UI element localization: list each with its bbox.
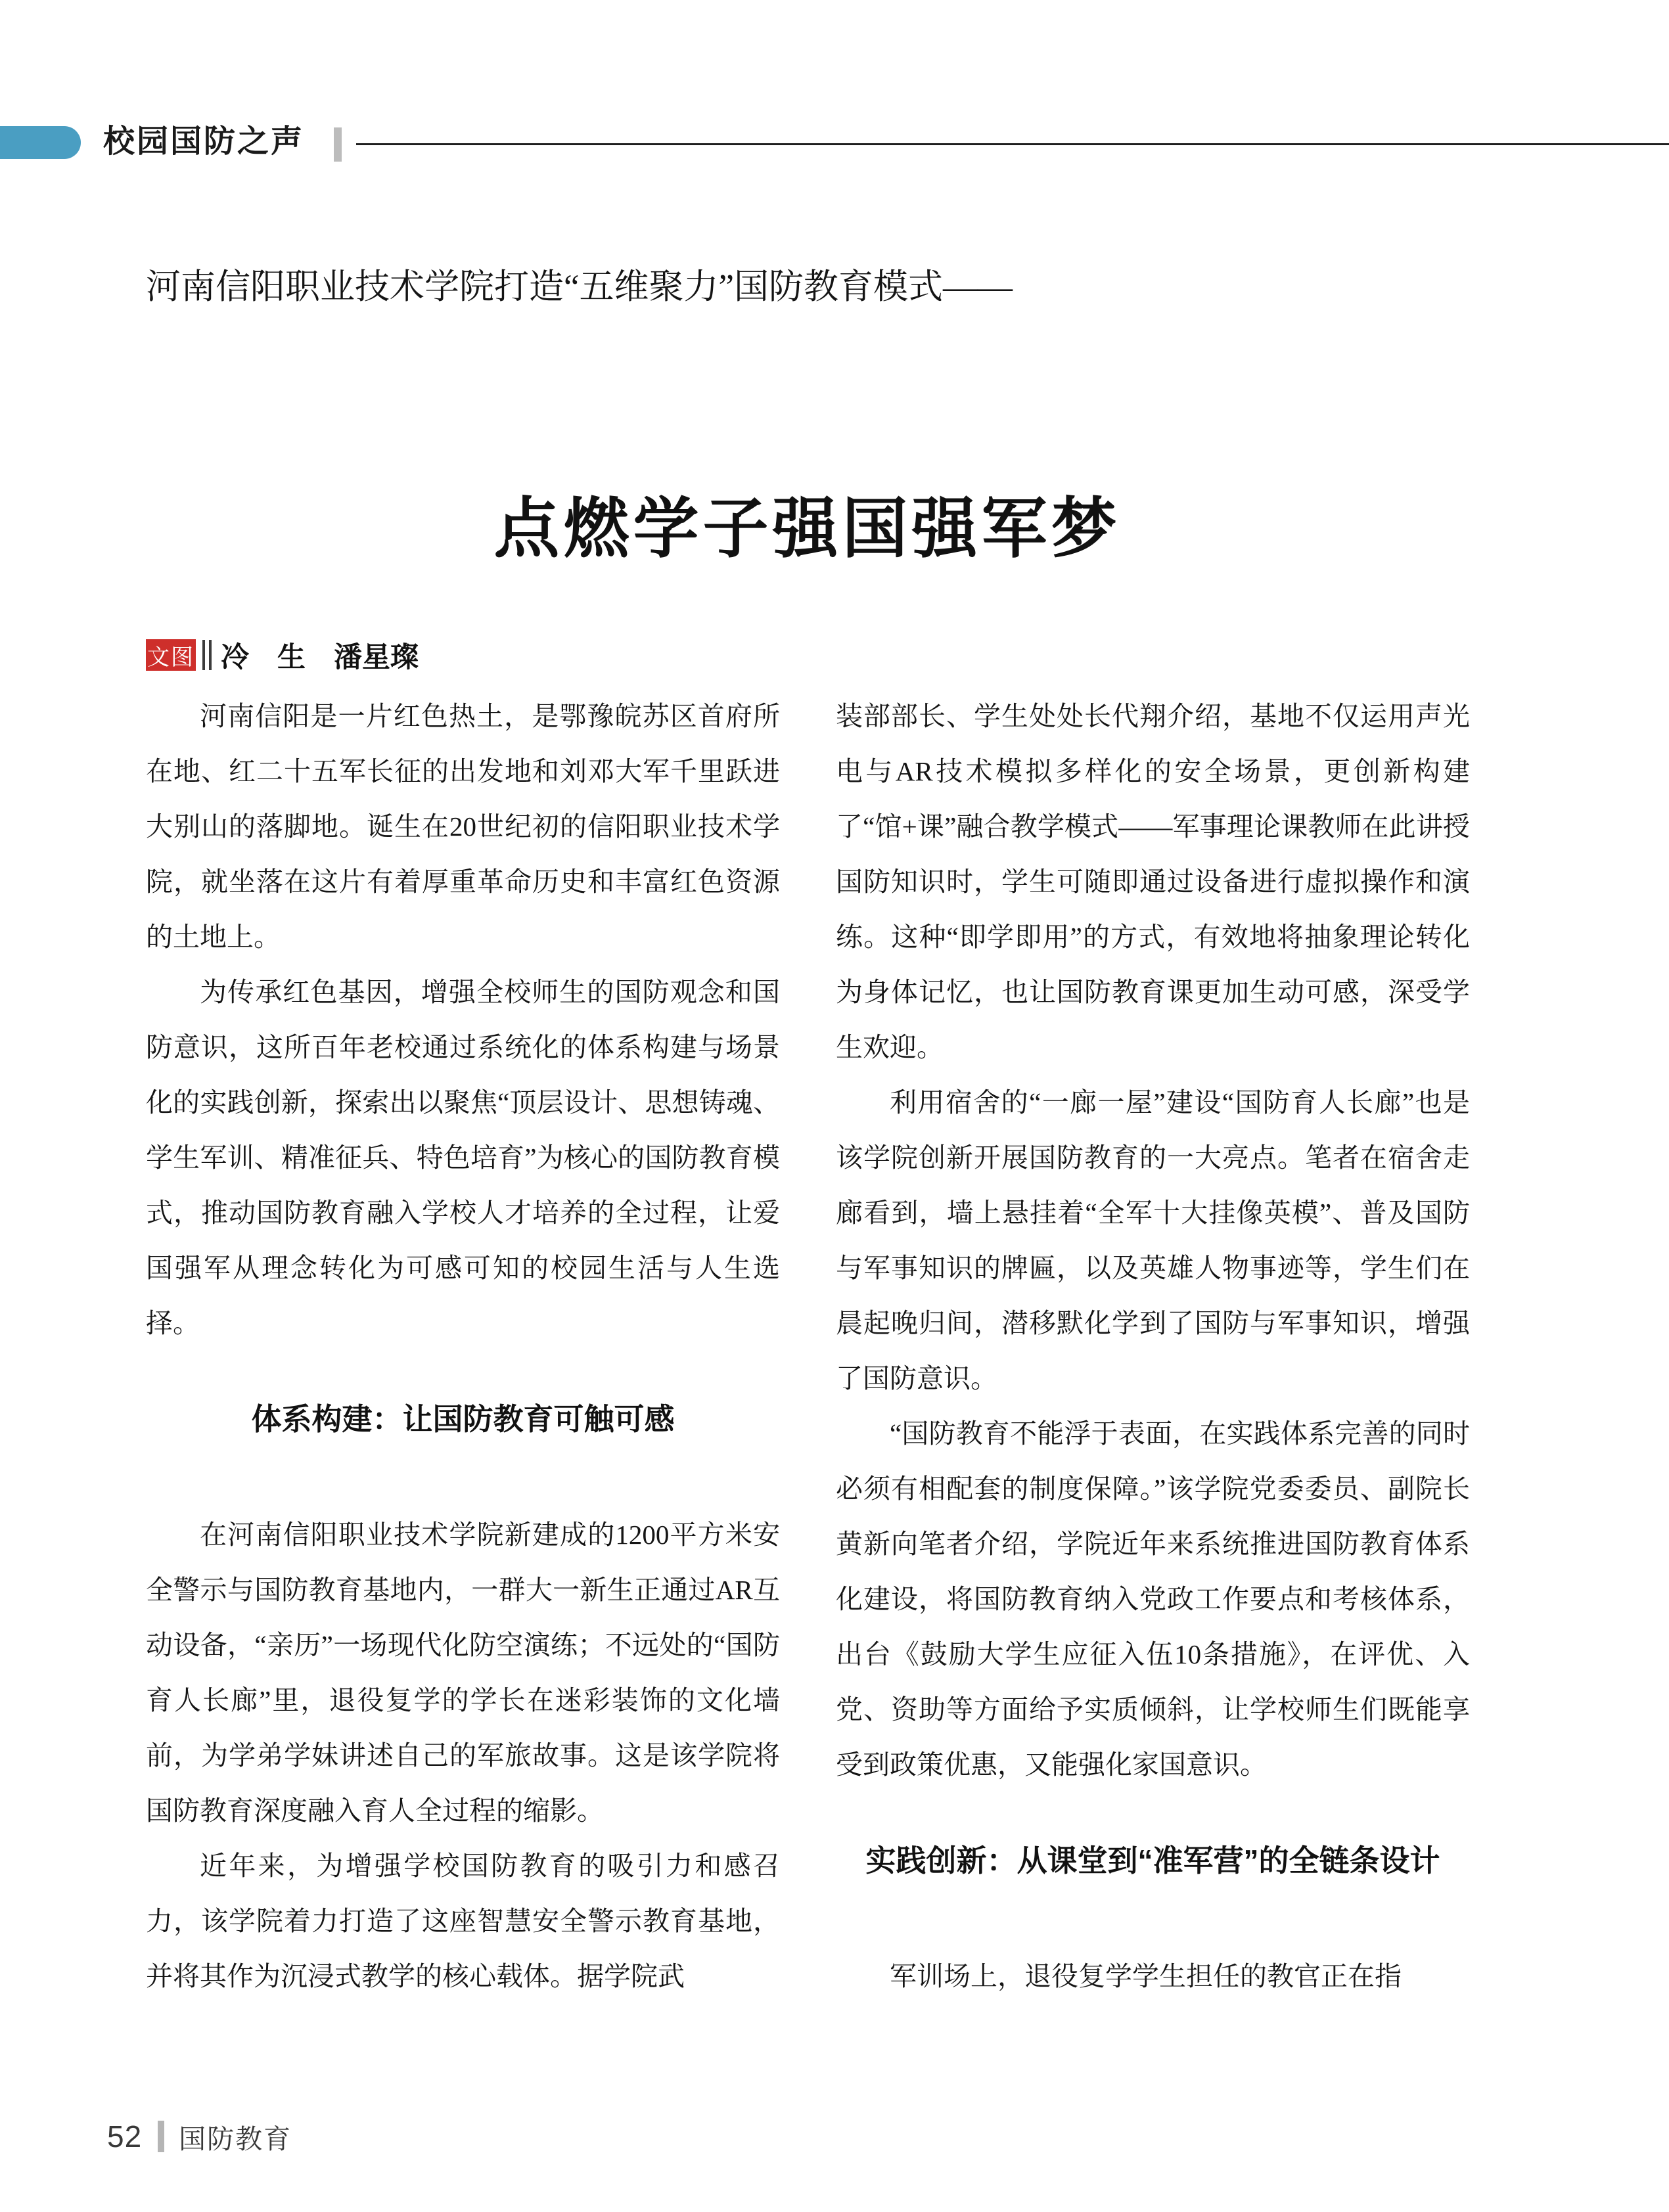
paragraph: 为传承红色基因，增强全校师生的国防观念和国防意识，这所百年老校通过系统化的体系构建与场景化的实践创新，探索出以聚焦“顶层设计、思想铸魂、学生军训、精准征兵、特色培育”为核心的国防教育模式，推动国防教育融入学校人才培养的全过程，让爱国强军从理念转化为可感可知的校园生活与人生选择。 [146,977,780,1338]
teal-pill-ornament [0,126,81,159]
page-number: 52 [107,2119,143,2154]
article-title: 点燃学子强国强军梦 [493,492,1121,566]
footer-section-name: 国防教育 [179,2123,292,2154]
byline-authors: 冷 生 潘星璨 [221,641,419,673]
section-label-divider [334,127,342,162]
paragraph: 利用宿舍的“一廊一屋”建设“国防育人长廊”也是该学院创新开展国防教育的一大亮点。笔者在宿舍走廊看到，墙上悬挂着“全军十大挂像英模”、普及国防与军事知识的牌匾，以及英雄人物事迹等，学生们在晨起晚归间，潜移默化学到了国防与军事知识，增强了国防意识。 [836,1087,1470,1393]
header-rule-line [356,143,1669,145]
byline-tag-badge: 文图 [146,639,196,671]
double-bar-divider [202,640,212,670]
paragraph: 军训场上，退役复学学生担任的教官正在指 [890,1961,1402,1991]
footer-divider [158,2121,164,2152]
paragraph: 在河南信阳职业技术学院新建成的1200平方米安全警示与国防教育基地内，一群大一新生正通过AR互动设备，“亲历”一场现代化防空演练；不远处的“国防育人长廊”里，退役复学的学长在迷彩装饰的文化墙前，为学弟学妹讲述自己的军旅故事。这是该学院将国防教育深度融入育人全过程的缩影。 [146,1520,780,1826]
subheading-practice-innovation: 实践创新：从课堂到“准军营”的全链条设计 [865,1843,1440,1878]
subheading-system-building: 体系构建：让国防教育可触可感 [251,1402,675,1436]
section-label: 校园国防之声 [103,124,305,159]
byline [146,639,419,671]
paragraph: 近年来，为增强学校国防教育的吸引力和感召力，该学院着力打造了这座智慧安全警示教育基地，并将其作为沉浸式教学的核心载体。据学院武 [146,1851,780,1991]
article-column-right [836,688,1470,2004]
paragraph: “国防教育不能浮于表面，在实践体系完善的同时必须有相配套的制度保障。”该学院党委委员、副院长黄新向笔者介绍，学院近年来系统推进国防教育体系化建设，将国防教育纳入党政工作要点和考核体系，出台《鼓励大学生应征入伍10条措施》，在评优、入党、资助等方面给予实质倾斜，让学校师生们既能享受到政策优惠，又能强化家国意识。 [836,1418,1470,1780]
paragraph: 河南信阳是一片红色热土，是鄂豫皖苏区首府所在地、红二十五军长征的出发地和刘邓大军千里跃进大别山的落脚地。诞生在20世纪初的信阳职业技术学院，就坐落在这片有着厚重革命历史和丰富红色资源的土地上。 [146,701,780,952]
page-footer [107,2119,292,2154]
paragraph: 装部部长、学生处处长代翔介绍，基地不仅运用声光电与AR技术模拟多样化的安全场景，更创新构建了“馆+课”融合教学模式——军事理论课教师在此讲授国防知识时，学生可随即通过设备进行虚拟操作和演练。这种“即学即用”的方式，有效地将抽象理论转化为身体记忆，也让国防教育课更加生动可感，深受学生欢迎。 [836,701,1470,1062]
article-column-left [146,688,780,2004]
article-kicker: 河南信阳职业技术学院打造“五维聚力”国防教育模式—— [146,268,1013,306]
